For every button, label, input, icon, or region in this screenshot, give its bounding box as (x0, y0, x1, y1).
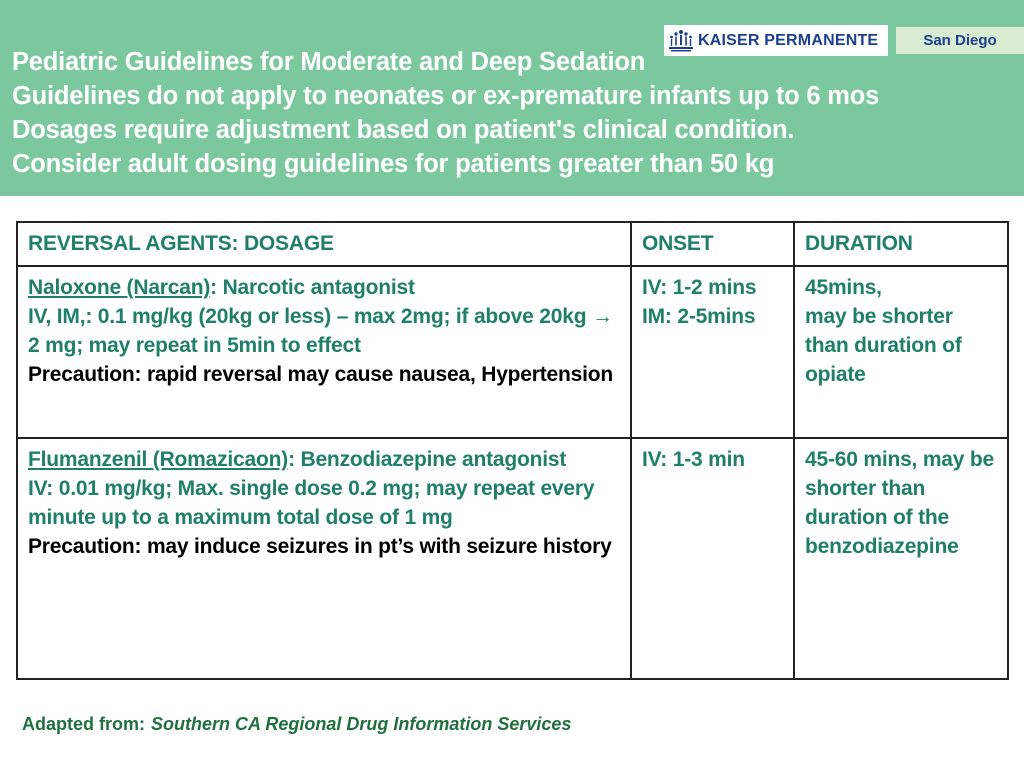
drug-name: Flumanzenil (Romazicaon) (28, 448, 289, 471)
onset-im: IM: 2-5mins (642, 305, 756, 328)
onset-iv: IV: 1-3 min (642, 448, 745, 471)
table-header-row (17, 222, 1008, 266)
precaution-text: Precaution: rapid reversal may cause nausea, Hypertension (28, 363, 614, 386)
duration-cell (794, 438, 1008, 679)
footer-citation (22, 714, 571, 735)
header-line-4: Consider adult dosing guidelines for patients greater than 50 kg (12, 150, 775, 178)
onset-cell (631, 438, 794, 679)
header-line-2: Guidelines do not apply to neonates or ex-premature infants up to 6 mos (12, 82, 880, 110)
dosage-cell (17, 266, 631, 438)
dose-text: IV, IM,: 0.1 mg/kg (20kg or less) – max 2mg; if above 20kg (28, 305, 592, 328)
arrow-icon: → (591, 305, 613, 328)
reversal-agents-table (16, 221, 1009, 680)
dose-text: IV: 0.01 mg/kg; Max. single dose 0.2 mg; may repeat every minute up to a maximum total dose of 1 mg (28, 477, 595, 529)
duration-value: 45-60 mins, may be shorter than duration of the benzodiazepine (805, 448, 994, 558)
header-duration: DURATION (794, 222, 1008, 266)
onset-iv: IV: 1-2 mins (642, 276, 757, 299)
onset-cell (631, 266, 794, 438)
footer-source: Southern CA Regional Drug Information Services (151, 714, 572, 734)
footer-label: Adapted from: (22, 714, 145, 734)
header-banner (0, 0, 1024, 196)
region-label: San Diego (896, 27, 1024, 54)
table-row (17, 266, 1008, 438)
drug-description: : Narcotic antagonist (210, 276, 415, 299)
dose-text-cont: 2 mg; may repeat in 5min to effect (28, 334, 361, 357)
precaution-text: Precaution: may induce seizures in pt’s with seizure history (28, 535, 612, 558)
header-line-3: Dosages require adjustment based on patient's clinical condition. (12, 116, 795, 144)
drug-name: Naloxone (Narcan) (28, 276, 211, 299)
drug-description: : Benzodiazepine antagonist (288, 448, 567, 471)
header-dosage: REVERSAL AGENTS: DOSAGE (17, 222, 631, 266)
duration-note: may be shorter than duration of opiate (805, 305, 962, 386)
table-row (17, 438, 1008, 679)
duration-cell (794, 266, 1008, 438)
page-title: Pediatric Guidelines for Moderate and Deep Sedation (12, 48, 646, 76)
logo-text: KAISER PERMANENTE (698, 31, 879, 49)
duration-value: 45mins, (805, 276, 882, 299)
dosage-cell (17, 438, 631, 679)
header-onset: ONSET (631, 222, 794, 266)
header-text (12, 45, 1012, 181)
